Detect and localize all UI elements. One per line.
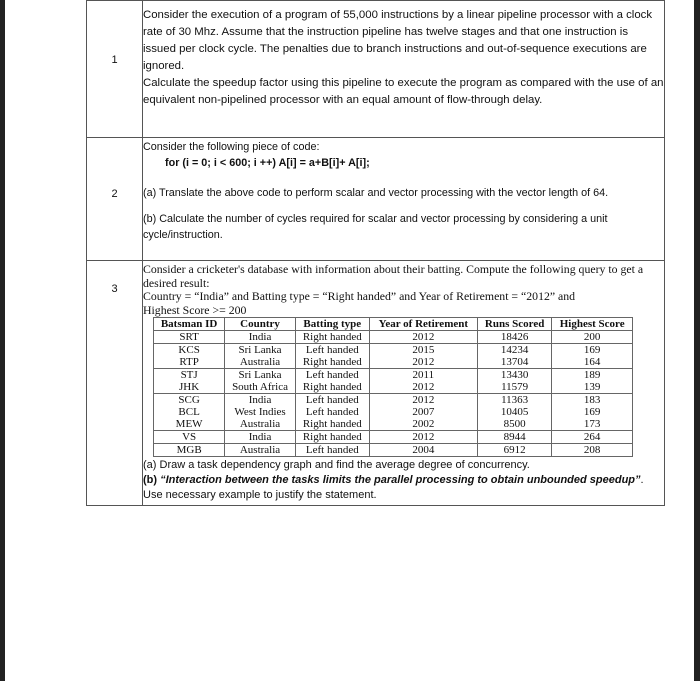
question-3-intro: Consider a cricketer's database with information about their batting. Compute the following query to get a desired result: bbox=[143, 262, 644, 290]
cell-runs: 11363 bbox=[477, 394, 551, 407]
table-row bbox=[154, 344, 633, 357]
cell-batting-type: Right handed bbox=[295, 331, 369, 344]
cell-batsman-id: STJ bbox=[154, 369, 225, 382]
cricketer-database-table bbox=[153, 317, 633, 457]
cell-runs: 14234 bbox=[477, 344, 551, 357]
cell-runs: 6912 bbox=[477, 444, 551, 457]
cell-runs: 13430 bbox=[477, 369, 551, 382]
cell-runs: 10405 bbox=[477, 406, 551, 418]
part-b-quote: “Interaction between the tasks limits the parallel processing to obtain unbounded speedup” bbox=[160, 474, 641, 486]
cell-batting-type: Left handed bbox=[295, 406, 369, 418]
cell-batsman-id: KCS bbox=[154, 344, 225, 357]
question-number-3 bbox=[87, 261, 143, 506]
question-3-part-a: (a) Draw a task dependency graph and find the average degree of concurrency. bbox=[143, 459, 530, 471]
cell-country: India bbox=[225, 331, 296, 344]
question-2-part-b: (b) Calculate the number of cycles required for scalar and vector processing by considering a unit cycle/instruction. bbox=[143, 213, 608, 241]
cell-batting-type: Left handed bbox=[295, 344, 369, 357]
table-body bbox=[154, 331, 633, 457]
cell-year: 2004 bbox=[369, 444, 477, 457]
cell-highest-score: 208 bbox=[552, 444, 633, 457]
cell-country: India bbox=[225, 394, 296, 407]
header-country: Country bbox=[225, 318, 296, 331]
question-number-1 bbox=[87, 1, 143, 138]
cell-runs: 13704 bbox=[477, 356, 551, 369]
cell-highest-score: 200 bbox=[552, 331, 633, 344]
table-row bbox=[154, 431, 633, 444]
question-1-paragraph-2: Calculate the speedup factor using this pipeline to execute the program as compared with the use of an equivalent non-pipelined processor with an equal amount of flow-through delay. bbox=[143, 77, 664, 106]
cell-year: 2012 bbox=[369, 431, 477, 444]
cell-year: 2002 bbox=[369, 418, 477, 431]
question-3-query-line-1: Country = “India” and Batting type = “Right handed” and Year of Retirement = “2012” and bbox=[143, 289, 576, 303]
header-highest-score: Highest Score bbox=[552, 318, 633, 331]
cell-year: 2011 bbox=[369, 369, 477, 382]
header-batting-type: Batting type bbox=[295, 318, 369, 331]
cell-batting-type: Left handed bbox=[295, 369, 369, 382]
cell-country: South Africa bbox=[225, 381, 296, 394]
cell-batting-type: Left handed bbox=[295, 444, 369, 457]
table-row bbox=[154, 331, 633, 344]
part-b-prefix: (b) bbox=[143, 474, 161, 486]
cell-batting-type: Right handed bbox=[295, 381, 369, 394]
cell-country: West Indies bbox=[225, 406, 296, 418]
cell-batsman-id: RTP bbox=[154, 356, 225, 369]
cell-highest-score: 169 bbox=[552, 406, 633, 418]
table-row bbox=[154, 394, 633, 407]
cell-batting-type: Right handed bbox=[295, 418, 369, 431]
question-number-2 bbox=[87, 138, 143, 261]
table-row bbox=[154, 444, 633, 457]
cell-batsman-id: SRT bbox=[154, 331, 225, 344]
cell-highest-score: 139 bbox=[552, 381, 633, 394]
cell-year: 2012 bbox=[369, 331, 477, 344]
cell-batsman-id: JHK bbox=[154, 381, 225, 394]
cell-runs: 11579 bbox=[477, 381, 551, 394]
cell-highest-score: 164 bbox=[552, 356, 633, 369]
question-text-3 bbox=[143, 261, 665, 506]
cell-batsman-id: MGB bbox=[154, 444, 225, 457]
cell-highest-score: 264 bbox=[552, 431, 633, 444]
question-1-paragraph-1: Consider the execution of a program of 55,000 instructions by a linear pipeline processor with a clock rate of 30 Mhz. Assume that the instruction pipeline has twelve stages and that one instruction is issued per clock cycle. The penalties due to branch instructions and out-of-sequence executions are ignored. bbox=[143, 9, 653, 72]
cell-runs: 8500 bbox=[477, 418, 551, 431]
cell-batting-type: Right handed bbox=[295, 431, 369, 444]
cell-year: 2012 bbox=[369, 356, 477, 369]
cell-country: Sri Lanka bbox=[225, 369, 296, 382]
cell-runs: 18426 bbox=[477, 331, 551, 344]
question-number-label: 2 bbox=[111, 188, 118, 200]
question-2-code: for (i = 0; i < 600; i ++) A[i] = a+B[i]+ A[i]; bbox=[165, 157, 370, 169]
question-2-part-a: (a) Translate the above code to perform scalar and vector processing with the vector length of 64. bbox=[143, 187, 609, 199]
table-row bbox=[154, 406, 633, 418]
header-runs-scored: Runs Scored bbox=[477, 318, 551, 331]
table-row bbox=[154, 381, 633, 394]
cell-highest-score: 169 bbox=[552, 344, 633, 357]
question-row-3 bbox=[87, 261, 665, 506]
cell-batsman-id: VS bbox=[154, 431, 225, 444]
question-text-1 bbox=[143, 1, 665, 138]
cell-country: Australia bbox=[225, 356, 296, 369]
question-text-2 bbox=[143, 138, 665, 261]
cell-country: Sri Lanka bbox=[225, 344, 296, 357]
cell-batting-type: Right handed bbox=[295, 356, 369, 369]
cell-country: Australia bbox=[225, 444, 296, 457]
cell-country: Australia bbox=[225, 418, 296, 431]
cell-batting-type: Left handed bbox=[295, 394, 369, 407]
header-batsman-id: Batsman ID bbox=[154, 318, 225, 331]
left-border bbox=[0, 0, 5, 681]
question-3-query-line-2: Highest Score >= 200 bbox=[143, 302, 247, 317]
table-header-row bbox=[154, 318, 633, 331]
cell-batsman-id: MEW bbox=[154, 418, 225, 431]
cell-highest-score: 183 bbox=[552, 394, 633, 407]
question-number-label: 1 bbox=[111, 54, 118, 66]
question-2-intro: Consider the following piece of code: bbox=[143, 141, 320, 153]
cell-year: 2012 bbox=[369, 394, 477, 407]
cell-year: 2012 bbox=[369, 381, 477, 394]
cell-highest-score: 189 bbox=[552, 369, 633, 382]
cell-highest-score: 173 bbox=[552, 418, 633, 431]
right-border bbox=[694, 0, 700, 681]
question-number-label: 3 bbox=[111, 283, 118, 295]
question-table bbox=[86, 0, 665, 506]
question-row-2 bbox=[87, 138, 665, 261]
cell-year: 2007 bbox=[369, 406, 477, 418]
table-row bbox=[154, 369, 633, 382]
cell-year: 2015 bbox=[369, 344, 477, 357]
cell-runs: 8944 bbox=[477, 431, 551, 444]
cell-country: India bbox=[225, 431, 296, 444]
question-3-part-b bbox=[143, 473, 664, 503]
header-year-of-retirement: Year of Retirement bbox=[369, 318, 477, 331]
part-b-suffix: . Use necessary example to justify the statement. bbox=[143, 474, 644, 501]
table-row bbox=[154, 418, 633, 431]
cell-batsman-id: SCG bbox=[154, 394, 225, 407]
table-row bbox=[154, 356, 633, 369]
cell-batsman-id: BCL bbox=[154, 406, 225, 418]
question-row-1 bbox=[87, 1, 665, 138]
